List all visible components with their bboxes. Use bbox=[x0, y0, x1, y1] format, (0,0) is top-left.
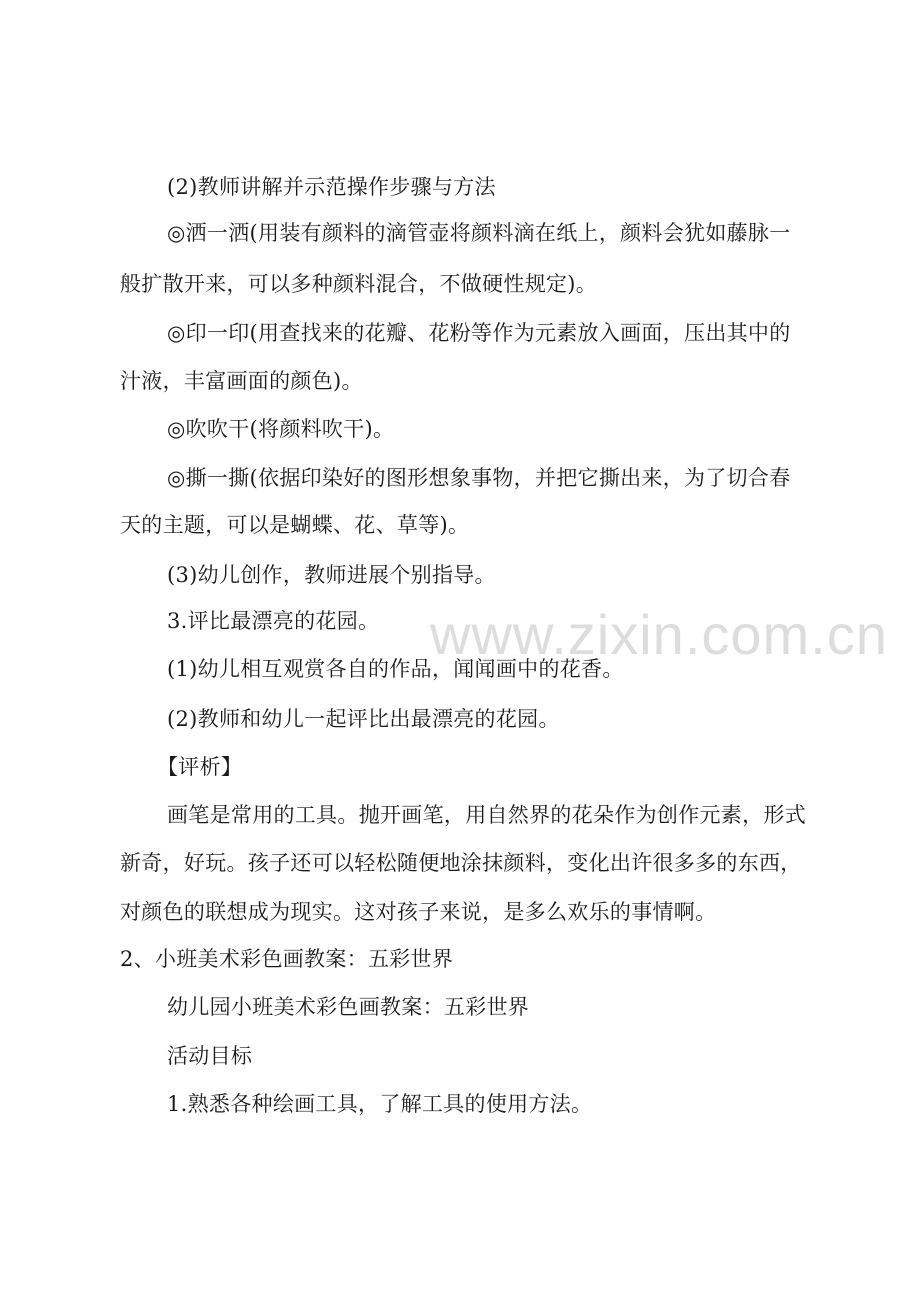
text-line: 般扩散开来，可以多种颜料混合，不做硬性规定)。 bbox=[120, 272, 598, 296]
text-line: (2)教师和幼儿一起评比出最漂亮的花园。 bbox=[167, 707, 560, 731]
text-line: ◎印一印(用查找来的花瓣、花粉等作为元素放入画面，压出其中的 bbox=[167, 321, 791, 345]
section-heading: 2、小班美术彩色画教案：五彩世界 bbox=[120, 947, 454, 971]
text-line: 幼儿园小班美术彩色画教案：五彩世界 bbox=[167, 995, 530, 1019]
text-line: ◎撕一撕(依据印染好的图形想象事物，并把它撕出来，为了切合春 bbox=[167, 466, 791, 490]
text-line: 画笔是常用的工具。抛开画笔，用自然界的花朵作为创作元素，形式 bbox=[167, 803, 806, 827]
text-line: ◎洒一洒(用装有颜料的滴管壶将颜料滴在纸上，颜料会犹如藤脉一 bbox=[167, 221, 791, 245]
section-heading: 【评析】 bbox=[157, 755, 243, 779]
text-line: (1)幼儿相互观赏各自的作品，闻闻画中的花香。 bbox=[167, 657, 624, 681]
text-line: 对颜色的联想成为现实。这对孩子来说，是多么欢乐的事情啊。 bbox=[120, 900, 717, 924]
text-line: (2)教师讲解并示范操作步骤与方法 bbox=[167, 175, 496, 199]
watermark: www.zixin.com.cn bbox=[430, 603, 888, 666]
text-line: ◎吹吹干(将颜料吹干)。 bbox=[167, 417, 395, 441]
text-line: 天的主题，可以是蝴蝶、花、草等)。 bbox=[120, 513, 470, 537]
text-line: 1.熟悉各种绘画工具，了解工具的使用方法。 bbox=[167, 1092, 593, 1116]
text-line: 新奇，好玩。孩子还可以轻松随便地涂抹颜料，变化出许很多多的东西， bbox=[120, 851, 802, 875]
text-line: 汁液，丰富画面的颜色)。 bbox=[120, 369, 363, 393]
text-line: 3.评比最漂亮的花园。 bbox=[167, 609, 380, 633]
text-line: 活动目标 bbox=[167, 1044, 253, 1068]
text-line: (3)幼儿创作，教师进展个别指导。 bbox=[167, 563, 496, 587]
